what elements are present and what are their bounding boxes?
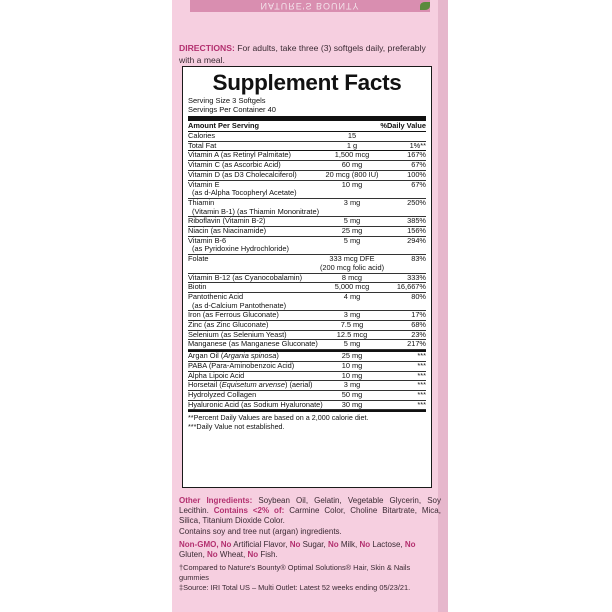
nutrient-daily-value: 250% [407, 197, 426, 207]
nutrient-amount: 10 mg [341, 179, 363, 189]
nutrient-name: Zinc (as Zinc Gluconate) [188, 320, 269, 330]
ingredient-name-pre: Hyaluronic Acid (as Sodium Hyaluronate) [188, 399, 323, 409]
ingredient-name [188, 352, 316, 361]
ingredient-name-pre: Argan Oil ( [188, 351, 224, 361]
directions-body: For adults, take three (3) softgels daily, preferably with a meal. [179, 43, 426, 65]
nutrient-row [188, 340, 426, 350]
nutrient-subname: (as d-Alpha Tocopheryl Acetate) [192, 188, 297, 198]
other-ingredients-label: Other Ingredients: [179, 496, 253, 505]
nutrient-name: Vitamin E [188, 179, 220, 189]
non-gmo-text: Milk, [338, 540, 360, 549]
nutrient-row [188, 132, 426, 142]
ingredient-name-post: ) (aerial) [284, 380, 313, 390]
non-gmo-text: Lactose, [370, 540, 405, 549]
nutrient-daily-value: 17% [411, 310, 426, 320]
ingredient-amount: 50 mg [341, 389, 363, 399]
nutrient-name: Vitamin A (as Retinyl Palmitate) [188, 150, 291, 160]
non-gmo-emphasis: No [289, 540, 301, 549]
ingredient-amount: 10 mg [341, 360, 363, 370]
nutrient-name: Riboflavin (Vitamin B-2) [188, 216, 266, 226]
nutrient-daily-value: 156% [407, 226, 426, 236]
directions-text [179, 42, 441, 66]
nutrient-name: Thiamin [188, 197, 215, 207]
nutrient-daily-value: 385% [407, 216, 426, 226]
non-gmo-emphasis: No [247, 550, 259, 559]
nutrient-name: Vitamin C (as Ascorbic Acid) [188, 160, 281, 170]
nutrient-amount: 5,000 mcg [334, 282, 370, 292]
nutrient-row [188, 293, 426, 311]
ingredient-name-pre: Hydrolyzed Collagen [188, 389, 257, 399]
nutrient-amount: 5 mg [343, 235, 361, 245]
other-ingredient-rows [188, 352, 426, 410]
nutrient-row [188, 255, 426, 273]
directions-label: DIRECTIONS: [179, 43, 235, 53]
non-gmo-emphasis: No [327, 540, 339, 549]
ingredient-name-pre: Alpha Lipoic Acid [188, 370, 245, 380]
nutrient-amount: 5 mg [343, 339, 361, 349]
nutrient-daily-value: 80% [411, 291, 426, 301]
nutrient-row [188, 181, 426, 199]
top-band-brand-text: NATURE'S BOUNTY [260, 1, 360, 11]
other-ingredient-row [188, 401, 426, 411]
ingredient-daily-value: *** [417, 399, 426, 409]
nutrient-amount: 4 mg [343, 291, 361, 301]
non-gmo-statement [179, 540, 441, 560]
nutrient-daily-value: 294% [407, 235, 426, 245]
nutrient-name: Niacin (as Niacinamide) [188, 226, 267, 236]
nutrient-daily-value: 100% [407, 169, 426, 179]
ingredient-amount: 3 mg [343, 380, 361, 390]
nutrient-daily-value: 68% [411, 320, 426, 330]
non-gmo-text: Artificial Flavor, [231, 540, 290, 549]
nutrient-daily-value: 23% [411, 329, 426, 339]
non-gmo-text: Gluten, [179, 550, 208, 559]
footnote-not-established: ***Daily Value not established. [188, 421, 285, 431]
ingredient-amount: 25 mg [341, 351, 363, 361]
nutrient-row [188, 199, 426, 217]
nutrient-amount: 15 [347, 131, 357, 140]
non-gmo-emphasis: Non-GMO, No [179, 540, 232, 549]
facts-header-row [188, 121, 426, 132]
nutrient-amount: 1 g [346, 140, 358, 150]
nutrient-daily-value: 333% [407, 272, 426, 282]
nutrient-amount: 5 mg [343, 216, 361, 226]
nutrient-daily-value: 1%** [409, 140, 426, 150]
nutrient-name: Iron (as Ferrous Gluconate) [188, 310, 279, 320]
facts-title: Supplement Facts [212, 70, 402, 95]
contains-label: Contains <2% of: [213, 506, 285, 515]
non-gmo-text: Wheat, [217, 550, 248, 559]
nutrient-amount: 3 mg [343, 197, 361, 207]
ingredient-name [188, 372, 316, 381]
nutrient-subname: (as Pyridoxine Hydrochloride) [192, 244, 289, 254]
non-gmo-emphasis: No [359, 540, 371, 549]
nutrient-daily-value: 217% [407, 339, 426, 349]
nutrient-name: Vitamin B-6 [188, 235, 227, 245]
nutrient-daily-value: 167% [407, 150, 426, 160]
supplement-facts-panel [182, 66, 432, 488]
ingredient-name [188, 391, 316, 400]
nutrient-subname: (Vitamin B-1) (as Thiamin Mononitrate) [192, 206, 320, 216]
other-ingredients [179, 496, 441, 526]
ingredient-amount: 30 mg [341, 399, 363, 409]
nutrient-row [188, 171, 426, 181]
nutrient-amount: 1,500 mcg [334, 150, 370, 160]
serving-size: Serving Size 3 Softgels [188, 96, 266, 105]
nutrient-daily-value: 83% [411, 254, 426, 264]
ingredient-latin-name: Equisetum arvense [221, 380, 285, 390]
servings-per-container: Servings Per Container 40 [188, 105, 276, 114]
daily-value-header: %Daily Value [380, 121, 426, 130]
other-ingredients-text2: Carmine Color, Choline Bitartrate, Mica, Silica, Titanium Dioxide Color. [179, 506, 441, 525]
nutrient-amount: 20 mcg (800 IU) [325, 169, 379, 179]
source-note: ‡Source: IRI Total US – Multi Outlet: Latest 52 weeks ending 05/23/21. [179, 583, 411, 592]
non-gmo-emphasis: No [404, 540, 416, 549]
nutrient-name: Folate [188, 254, 209, 264]
ingredient-amount: 10 mg [341, 370, 363, 380]
nutrient-rows [188, 132, 426, 350]
compare-note: †Compared to Nature's Bounty® Optimal Solutions® Hair, Skin & Nails gummies [179, 563, 411, 582]
allergen-statement: Contains soy and tree nut (argan) ingredients. [179, 527, 342, 536]
nutrient-name: Selenium (as Selenium Yeast) [188, 329, 287, 339]
nutrient-amount: 8 mcg [341, 272, 363, 282]
footnote-dv: **Percent Daily Values are based on a 2,000 calorie diet. [188, 413, 369, 423]
ingredient-name [188, 399, 323, 410]
other-ingredients-text1: Soybean Oil, Gelatin, Vegetable Glycerin, Soy Lecithin. [179, 496, 442, 515]
ingredient-daily-value: *** [417, 360, 426, 370]
ingredient-name-post: ) [276, 351, 279, 361]
nutrient-name: Vitamin D (as D3 Cholecalciferol) [188, 169, 297, 179]
nutrient-daily-value: 67% [411, 179, 426, 189]
ingredient-name [188, 362, 316, 371]
ingredient-name [188, 381, 316, 390]
nutrient-daily-value: 67% [411, 160, 426, 170]
ingredient-name-pre: Horsetail ( [188, 380, 222, 390]
nutrient-row [188, 237, 426, 255]
nutrient-amount: 7.5 mg [340, 320, 364, 330]
ingredient-daily-value: *** [417, 370, 426, 380]
non-gmo-text: Fish. [258, 550, 278, 559]
nutrient-name: Calories [188, 131, 216, 140]
leaf-logo-icon [420, 2, 430, 10]
non-gmo-text: Sugar, [300, 540, 328, 549]
ingredient-daily-value: *** [417, 380, 426, 390]
nutrient-subname: (as d-Calcium Pantothenate) [192, 300, 287, 310]
non-gmo-emphasis: No [207, 550, 218, 559]
nutrient-row [188, 274, 426, 284]
ingredient-daily-value: *** [417, 351, 426, 361]
nutrient-name: Manganese (as Manganese Gluconate) [188, 339, 318, 349]
nutrient-amount: 333 mcg DFE [329, 254, 375, 264]
ingredient-daily-value: *** [417, 389, 426, 399]
nutrient-amount: 25 mg [341, 226, 363, 236]
amount-per-serving-header: Amount Per Serving [188, 121, 260, 130]
nutrient-amount-detail: (200 mcg folic acid) [319, 262, 385, 272]
nutrient-name: Total Fat [188, 140, 217, 150]
ingredient-latin-name: Argania spinosa [223, 351, 277, 361]
nutrient-name: Pantothenic Acid [188, 291, 244, 301]
nutrient-amount: 3 mg [343, 310, 361, 320]
nutrient-amount: 12.5 mcg [336, 329, 368, 339]
nutrient-amount: 60 mg [341, 160, 363, 170]
nutrient-daily-value: 16,667% [396, 282, 426, 292]
nutrient-name: Biotin [188, 282, 207, 292]
nutrient-name: Vitamin B-12 (as Cyanocobalamin) [188, 272, 303, 282]
ingredient-name-pre: PABA (Para-Aminobenzoic Acid) [188, 360, 295, 370]
